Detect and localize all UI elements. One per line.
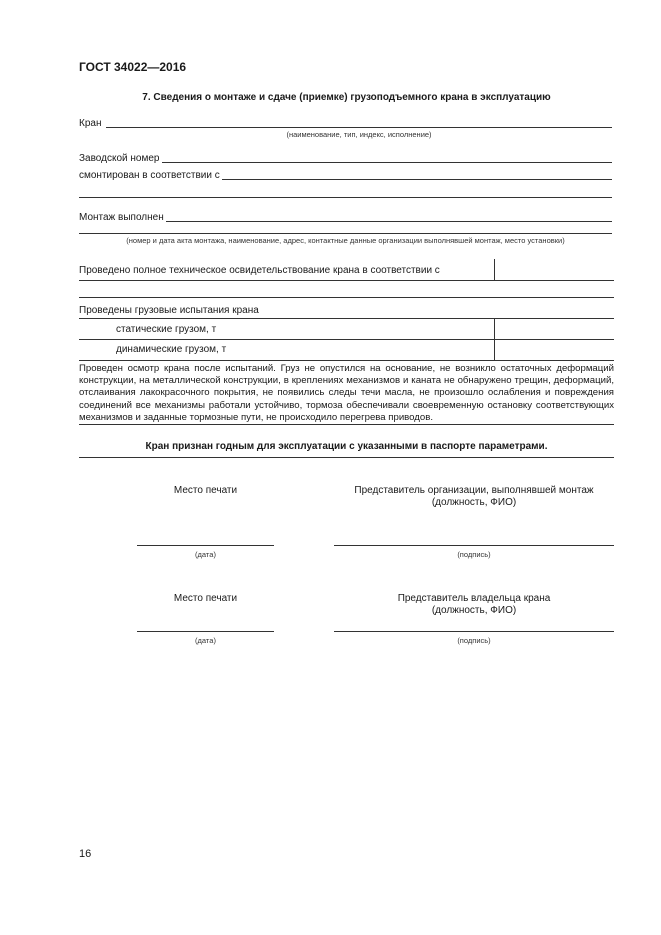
owner-rep-title	[334, 593, 614, 617]
sign-sub-2: (подпись)	[457, 636, 491, 645]
date-field-2[interactable]	[137, 631, 274, 632]
dynamic-load-label: динамические грузом, т	[116, 344, 227, 355]
mounted-per-field[interactable]	[222, 179, 612, 180]
inspection-paragraph: Проведен осмотр крана после испытаний. Груз не опустился на основание, не возникло остаточных деформаций конструкции, на металлической конструкции, в креплениях механизмов и каната не обнаружено трещин, деформаций, отслаивания лакокрасочного покрытия, не появились следы течи масла, не произошло ослабления и повреждения соединений все механизмы работали устойчиво, тормоза обеспечивали своевременную остановку соответствующих механизмов и заданные тормозные пути, не происходило перегрева приводов.	[79, 363, 614, 423]
date-field-1[interactable]	[137, 545, 274, 546]
page-number: 16	[79, 848, 92, 860]
owner-rep-line1: Представитель владельца крана	[397, 593, 551, 604]
installer-rep-title	[334, 485, 614, 509]
serial-number-label: Заводской номер	[79, 153, 160, 164]
installation-sub: (номер и дата акта монтажа, наименование, адрес, контактные данные организации выполнявшей монтаж, место установки)	[126, 236, 565, 245]
date-sub-1: (дата)	[195, 550, 216, 559]
installer-rep-line1: Представитель организации, выполнявшей монтаж	[354, 485, 594, 496]
date-sub-2: (дата)	[195, 636, 216, 645]
signature-field-2[interactable]	[334, 631, 614, 632]
sign-sub-1: (подпись)	[457, 550, 491, 559]
installation-field-2[interactable]	[79, 233, 612, 234]
static-load-label: статические грузом, т	[116, 324, 217, 335]
stamp-place-2: Место печати	[173, 593, 238, 604]
installation-label: Монтаж выполнен	[79, 212, 164, 223]
signature-field-1[interactable]	[334, 545, 614, 546]
kran-field[interactable]	[106, 127, 612, 128]
owner-rep-line2: (должность, ФИО)	[431, 605, 517, 616]
load-tests-label: Проведены грузовые испытания крана	[79, 305, 259, 316]
kran-label: Кран	[79, 118, 102, 129]
stamp-place-1: Место печати	[173, 485, 238, 496]
mounted-per-label: смонтирован в соответствии с	[79, 170, 220, 181]
section-title: 7. Сведения о монтаже и сдаче (приемке) грузоподъемного крана в эксплуатацию	[142, 92, 551, 103]
document-code: ГОСТ 34022—2016	[79, 60, 187, 74]
kran-sub: (наименование, тип, индекс, исполнение)	[286, 130, 432, 139]
installation-field[interactable]	[166, 221, 612, 222]
installer-rep-line2: (должность, ФИО)	[431, 497, 517, 508]
mounted-per-field-2[interactable]	[79, 197, 612, 198]
conclusion-text: Кран признан годным для эксплуатации с указанными в паспорте параметрами.	[145, 441, 548, 452]
inspection-label: Проведено полное техническое освидетельствование крана в соответствии с	[79, 265, 440, 276]
serial-number-field[interactable]	[162, 162, 612, 163]
